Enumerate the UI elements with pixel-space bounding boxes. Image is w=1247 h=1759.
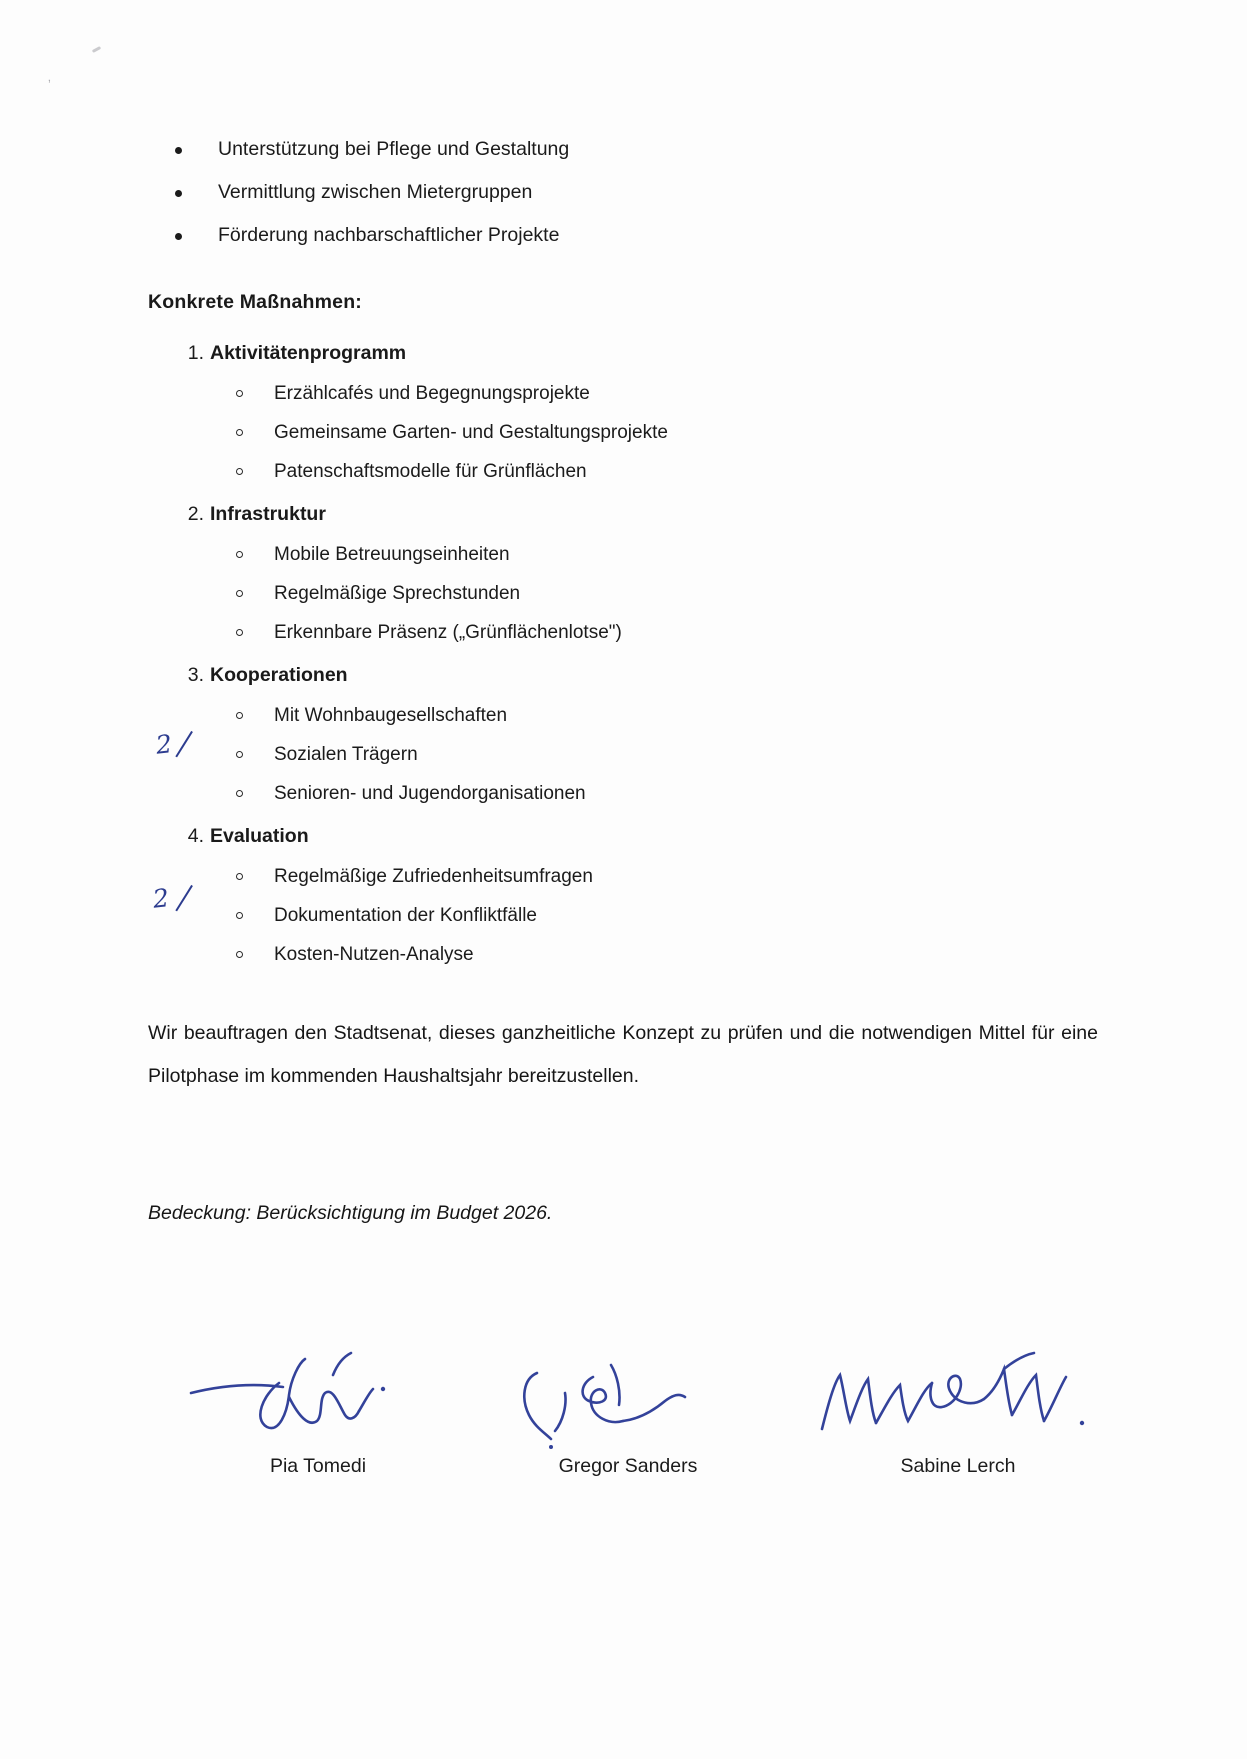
list-item: Dokumentation der Konfliktfälle (210, 896, 1098, 935)
list-item: Mit Wohnbaugesellschaften (210, 696, 1098, 735)
handwritten-renumber-4: 2 (151, 883, 171, 914)
numbered-measures-list (148, 332, 1098, 974)
item-number: 3. (187, 664, 204, 686)
scan-artifact-icon (92, 46, 101, 53)
item-title: Infrastruktur (210, 503, 326, 525)
list-item: Regelmäßige Sprechstunden (210, 574, 1098, 613)
item-number: 2. (187, 503, 204, 525)
signatory-3 (798, 1335, 1118, 1478)
list-item: Gemeinsame Garten- und Gestaltungsprojekte (210, 413, 1098, 452)
list-item: Kosten-Nutzen-Analyse (210, 935, 1098, 974)
list-item (148, 654, 1098, 813)
signature-icon (183, 1335, 453, 1455)
list-item: Senioren- und Jugendorganisationen (210, 774, 1098, 813)
signature-icon (493, 1335, 763, 1455)
item-title: Evaluation (210, 825, 309, 847)
list-item: Erkennbare Präsenz („Grünflächenlotse") (210, 613, 1098, 652)
item-number: 1. (187, 342, 204, 364)
list-item (148, 815, 1098, 974)
list-item: Vermittlung zwischen Mietergruppen (148, 171, 1098, 214)
item-number: 4. (187, 825, 204, 847)
signatory-1 (168, 1335, 468, 1478)
list-item: Unterstützung bei Pflege und Gestaltung (148, 128, 1098, 171)
sub-list (210, 374, 1098, 491)
sub-list (210, 696, 1098, 813)
signatory-name: Pia Tomedi (269, 1455, 367, 1477)
top-bullet-list (148, 128, 1098, 257)
item-title: Kooperationen (210, 664, 348, 686)
list-item: Förderung nachbarschaftlicher Projekte (148, 214, 1098, 257)
list-item: Sozialen Trägern (210, 735, 1098, 774)
scan-speck-icon: ʼ (48, 77, 51, 92)
list-item: Regelmäßige Zufriedenheitsumfragen (210, 857, 1098, 896)
document-content (148, 128, 1098, 1225)
coverage-note: Bedeckung: Berücksichtigung im Budget 2026. (148, 1202, 553, 1224)
section-heading: Konkrete Maßnahmen: (148, 291, 362, 313)
signatory-name: Sabine Lerch (900, 1455, 1016, 1477)
list-item (148, 332, 1098, 491)
signature-icon (808, 1335, 1108, 1455)
sub-list (210, 857, 1098, 974)
sub-list (210, 535, 1098, 652)
list-item: Erzählcafés und Begegnungsprojekte (210, 374, 1098, 413)
signatory-2 (478, 1335, 778, 1478)
handwritten-renumber-3: 2 (154, 729, 174, 760)
list-item: Mobile Betreuungseinheiten (210, 535, 1098, 574)
list-item: Patenschaftsmodelle für Grünflächen (210, 452, 1098, 491)
signature-block (148, 1335, 1098, 1595)
closing-paragraph: Wir beauftragen den Stadtsenat, dieses ganzheitliche Konzept zu prüfen und die notwendigen Mittel für eine Pilotphase im kommenden Haushaltsjahr bereitzustellen. (148, 1022, 1098, 1087)
signatory-name: Gregor Sanders (558, 1455, 698, 1477)
list-item (148, 493, 1098, 652)
item-title: Aktivitätenprogramm (210, 342, 407, 364)
